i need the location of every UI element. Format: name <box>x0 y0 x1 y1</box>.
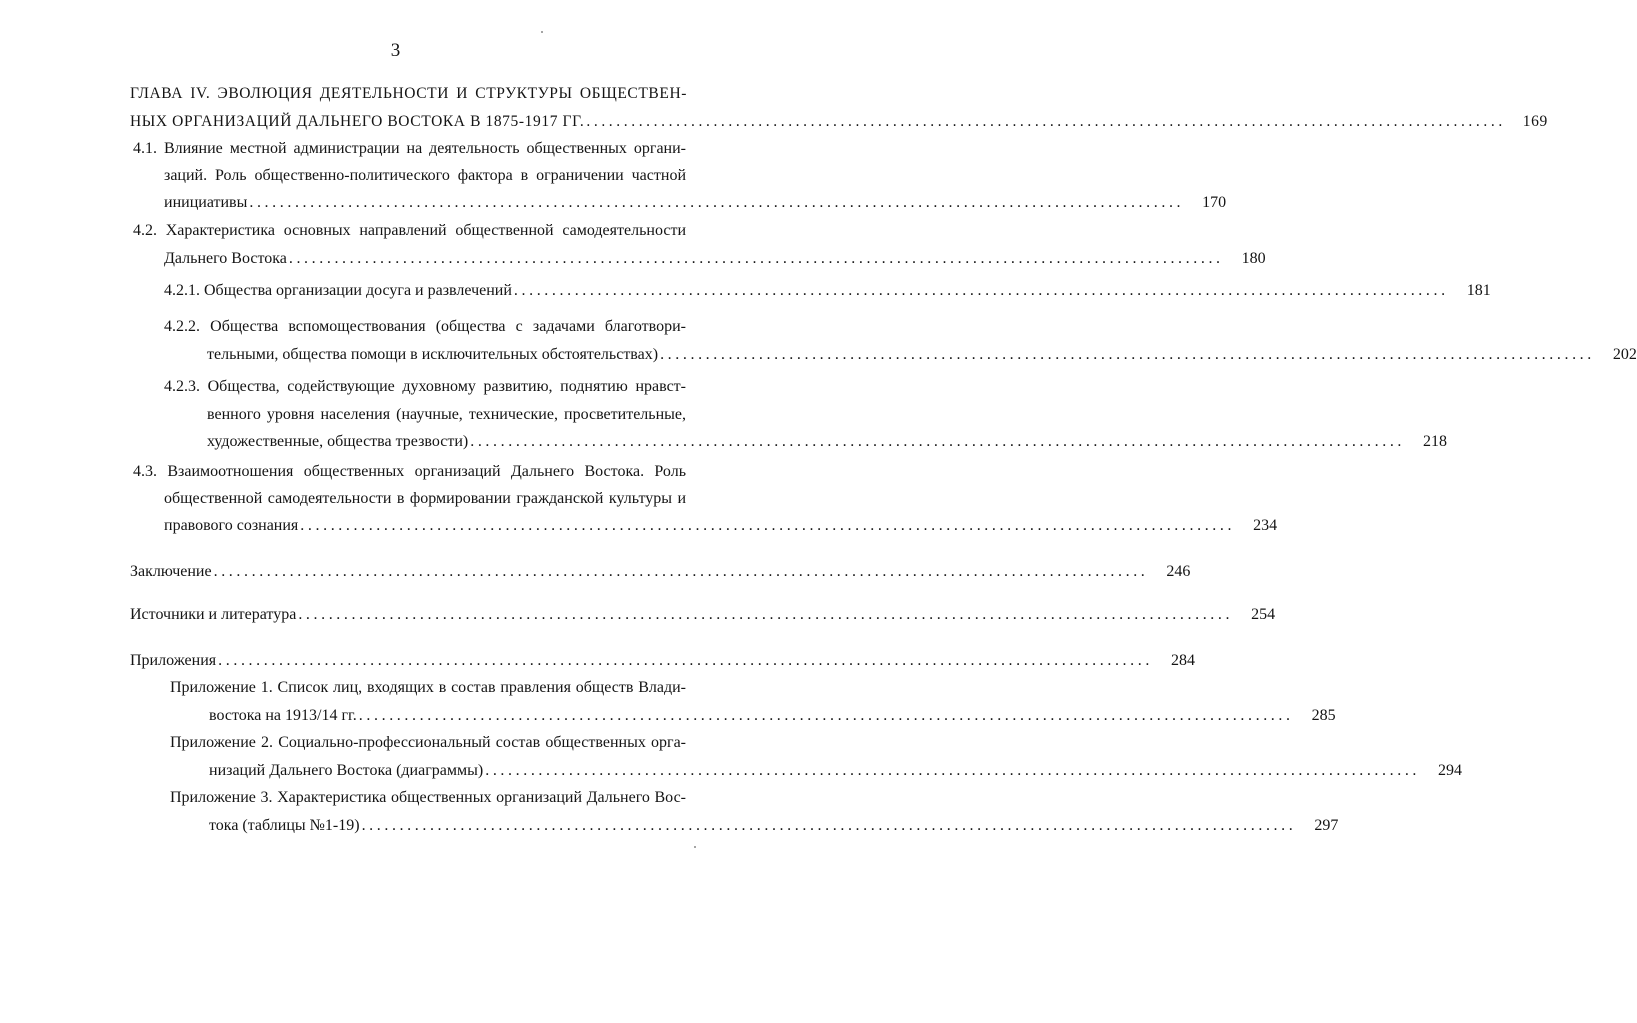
appendix-2-line-1: Приложение 2. Социально-профессиональный состав общественных орга- <box>170 734 686 751</box>
chapter-4-title-line-2: НЫХ ОРГАНИЗАЦИЙ ДАЛЬНЕГО ВОСТОКА В 1875-1917 ГГ. <box>130 113 585 130</box>
leader-dots: ........................................................................................................................... <box>213 563 1149 580</box>
leader-dots: ........................................................................................................................... <box>358 707 1294 724</box>
leader-dots: ........................................................................................................................... <box>485 762 1421 779</box>
chapter-4-title-line-1: ГЛАВА IV. ЭВОЛЮЦИЯ ДЕЯТЕЛЬНОСТИ И СТРУКТУРЫ ОБЩЕСТВЕН- <box>130 85 687 102</box>
section-4-2-3-line-2: венного уровня населения (научные, технические, просветительные, <box>207 406 686 423</box>
appendix-1-line-2: востока на 1913/14 гг. <box>209 707 357 724</box>
section-4-1-line-2: заций. Роль общественно-политического фактора в ограничении частной <box>164 167 686 184</box>
toc-entry-4-2-3 <box>207 432 1448 452</box>
page-ref: 297 <box>1314 817 1339 834</box>
toc-entry-conclusion <box>130 562 1191 582</box>
section-4-2-3-line-3: художественные, общества трезвости) <box>207 433 469 450</box>
section-4-2-3-line-1: 4.2.3. Общества, содействующие духовному развитию, поднятию нравст- <box>164 378 686 395</box>
leader-dots: ........................................................................................................................... <box>660 346 1595 363</box>
leader-dots: ........................................................................................................................... <box>300 517 1236 534</box>
section-4-2-1-title: 4.2.1. Общества организации досуга и развлечений <box>164 282 512 299</box>
section-4-3-line-2: общественной самодеятельности в формировании гражданской культуры и <box>164 490 686 507</box>
leader-dots: ........................................................................................................................... <box>218 652 1153 669</box>
appendices-label: Приложения <box>130 652 217 669</box>
page-ref: 246 <box>1166 563 1191 580</box>
section-4-1-line-3: инициативы <box>164 194 248 211</box>
page-ref: 218 <box>1423 433 1448 450</box>
page-ref: 284 <box>1170 652 1195 669</box>
toc-entry-chapter-4 <box>130 112 1548 132</box>
appendix-3-line-2: тока (таблицы №1-19) <box>209 817 360 834</box>
section-4-2-line-1: 4.2. Характеристика основных направлений общественной самодеятельности <box>133 222 686 239</box>
section-4-2-2-line-1: 4.2.2. Общества вспомоществования (общества с задачами благотвори- <box>164 318 686 335</box>
toc-entry-sources <box>130 605 1276 625</box>
appendix-1-line-1: Приложение 1. Список лиц, входящих в состав правления обществ Влади- <box>170 679 686 696</box>
page-ref: 254 <box>1251 606 1276 623</box>
leader-dots: ........................................................................................................................... <box>288 250 1224 267</box>
toc-entry-appendix-2 <box>209 761 1463 781</box>
page-ref: 294 <box>1438 762 1463 779</box>
page-ref: 170 <box>1202 194 1227 211</box>
page-ref: 181 <box>1466 282 1491 299</box>
scan-speck <box>694 846 696 848</box>
sources-label: Источники и литература <box>130 606 297 623</box>
section-4-1-line-1: 4.1. Влияние местной администрации на деятельность общественных органи- <box>133 140 686 157</box>
toc-entry-4-2-2 <box>207 345 1637 365</box>
toc-entry-appendices <box>130 651 1195 671</box>
appendix-3-line-1: Приложение 3. Характеристика общественных организаций Дальнего Вос- <box>170 789 686 806</box>
toc-entry-4-1 <box>164 193 1227 213</box>
leader-dots: ........................................................................................................................... <box>586 113 1506 130</box>
leader-dots: ........................................................................................................................... <box>249 194 1185 211</box>
leader-dots: ........................................................................................................................... <box>298 606 1234 623</box>
page-ref: 234 <box>1253 517 1278 534</box>
conclusion-label: Заключение <box>130 563 212 580</box>
leader-dots: ........................................................................................................................... <box>361 817 1297 834</box>
scan-speck <box>541 31 543 33</box>
section-4-2-line-2: Дальнего Востока <box>164 250 287 267</box>
toc-entry-4-3 <box>164 516 1278 536</box>
toc-entry-4-2 <box>164 249 1266 269</box>
page-ref: 169 <box>1522 113 1548 130</box>
page-ref: 180 <box>1241 250 1266 267</box>
leader-dots: ........................................................................................................................... <box>470 433 1406 450</box>
section-4-3-line-1: 4.3. Взаимоотношения общественных организаций Дальнего Востока. Роль <box>133 463 686 480</box>
toc-entry-appendix-1 <box>209 706 1336 726</box>
page-ref: 202 <box>1612 346 1637 363</box>
toc-entry-4-2-1 <box>164 281 1491 301</box>
page-ref: 285 <box>1311 707 1336 724</box>
section-4-3-line-3: правового сознания <box>164 517 299 534</box>
section-4-2-2-line-2: тельными, общества помощи в исключительных обстоятельствах) <box>207 346 659 363</box>
page-number: 3 <box>390 40 401 61</box>
appendix-2-line-2: низаций Дальнего Востока (диаграммы) <box>209 762 484 779</box>
leader-dots: ........................................................................................................................... <box>513 282 1449 299</box>
toc-entry-appendix-3 <box>209 816 1339 836</box>
